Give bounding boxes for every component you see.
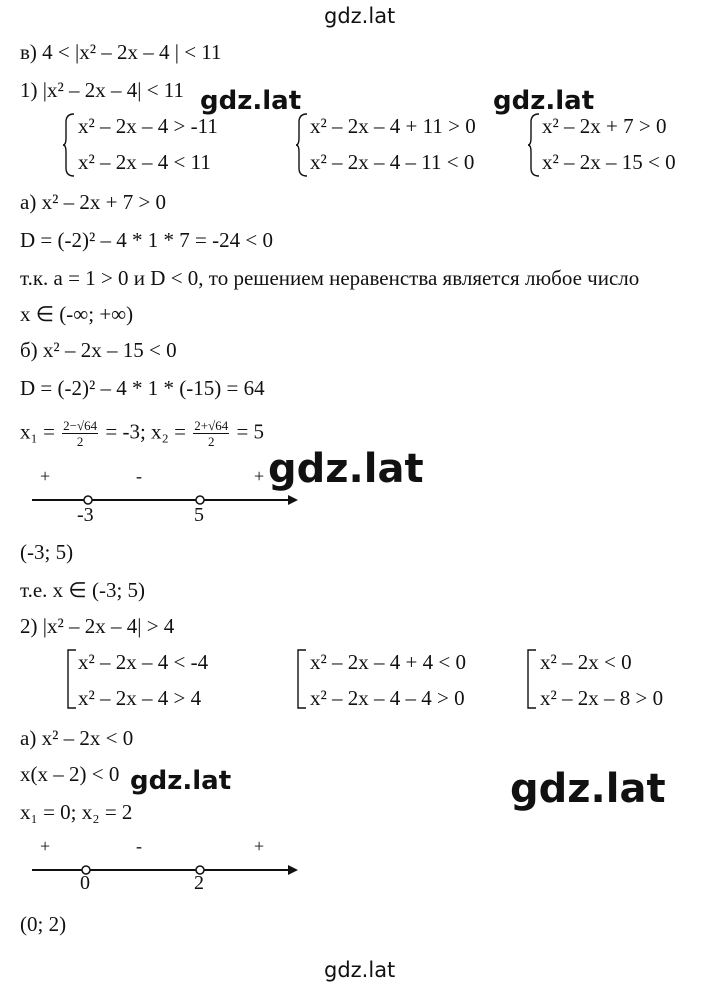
set-bracket (524, 648, 538, 710)
system-c-line-1: x² – 2x + 7 > 0 (542, 114, 667, 138)
case-1-heading: 1) |x² – 2x – 4| < 11 (20, 78, 185, 102)
header-watermark: gdz.lat (324, 4, 396, 28)
set-bracket (294, 648, 308, 710)
number-line-1 (30, 490, 300, 510)
discriminant-1: D = (-2)² – 4 * 1 * 7 = -24 < 0 (20, 228, 273, 252)
case-2-heading: 2) |x² – 2x – 4| > 4 (20, 614, 175, 638)
set-bracket (64, 648, 78, 710)
x1-denominator: 2 (76, 434, 84, 449)
sign-label: + (254, 836, 265, 856)
point-label: -3 (77, 504, 94, 526)
conclusion-text: т.к. a = 1 > 0 и D < 0, то решением неравенства является любое число (20, 266, 640, 290)
overlay-watermark: gdz.lat (510, 766, 666, 812)
discriminant-2: D = (-2)² – 4 * 1 * (-15) = 64 (20, 376, 265, 400)
set-b-line-2: x² – 2x – 4 – 4 > 0 (310, 686, 465, 710)
intermediate-answer: т.е. x ∈ (-3; 5) (20, 578, 146, 602)
sign-label: - (136, 466, 142, 486)
part-b-heading: б) x² – 2x – 15 < 0 (20, 338, 177, 362)
system-a-line-1: x² – 2x – 4 > -11 (78, 114, 218, 138)
task-statement: в) 4 < |x² – 2x – 4 | < 11 (20, 40, 222, 64)
system-brace (62, 112, 76, 178)
point-label: 2 (194, 872, 204, 894)
overlay-watermark: gdz.lat (130, 766, 232, 796)
system-b-line-1: x² – 2x – 4 + 11 > 0 (310, 114, 476, 138)
answer-all-reals: x ∈ (-∞; +∞) (20, 302, 134, 326)
x2-fraction (193, 418, 229, 449)
number-line-2 (30, 860, 300, 880)
point-label: 0 (80, 872, 90, 894)
sign-label: + (40, 836, 51, 856)
part-a-heading: а) x² – 2x + 7 > 0 (20, 190, 167, 214)
sign-label: + (40, 466, 51, 486)
point-label: 5 (194, 504, 204, 526)
interval-answer-2: (0; 2) (20, 912, 67, 936)
overlay-watermark: gdz.lat (493, 86, 595, 116)
system-c-line-2: x² – 2x – 15 < 0 (542, 150, 676, 174)
roots-formula (20, 418, 264, 449)
part-a2-heading: а) x² – 2x < 0 (20, 726, 134, 750)
system-brace (527, 112, 541, 178)
x2-numerator: 2+√64 (194, 418, 229, 433)
footer-watermark: gdz.lat (324, 958, 396, 982)
factored-inequality: x(x – 2) < 0 (20, 762, 120, 786)
sign-label: - (136, 836, 142, 856)
system-brace (295, 112, 309, 178)
x1-fraction (62, 418, 98, 449)
x2-value: = 5 (236, 419, 265, 444)
system-b-line-2: x² – 2x – 4 – 11 < 0 (310, 150, 475, 174)
x1-value: = -3; x₂ = (105, 419, 186, 444)
overlay-watermark: gdz.lat (200, 86, 302, 116)
x1-prefix: x₁ = (20, 419, 55, 444)
sign-label: + (254, 466, 265, 486)
interval-answer-1: (-3; 5) (20, 540, 74, 564)
overlay-watermark: gdz.lat (268, 446, 424, 492)
set-a-line-1: x² – 2x – 4 < -4 (78, 650, 209, 674)
system-a-line-2: x² – 2x – 4 < 11 (78, 150, 211, 174)
x2-denominator: 2 (207, 434, 215, 449)
set-a-line-2: x² – 2x – 4 > 4 (78, 686, 202, 710)
set-c-line-1: x² – 2x < 0 (540, 650, 632, 674)
set-b-line-1: x² – 2x – 4 + 4 < 0 (310, 650, 466, 674)
roots-2: x₁ = 0; x₂ = 2 (20, 800, 133, 824)
set-c-line-2: x² – 2x – 8 > 0 (540, 686, 664, 710)
x1-numerator: 2−√64 (63, 418, 98, 433)
